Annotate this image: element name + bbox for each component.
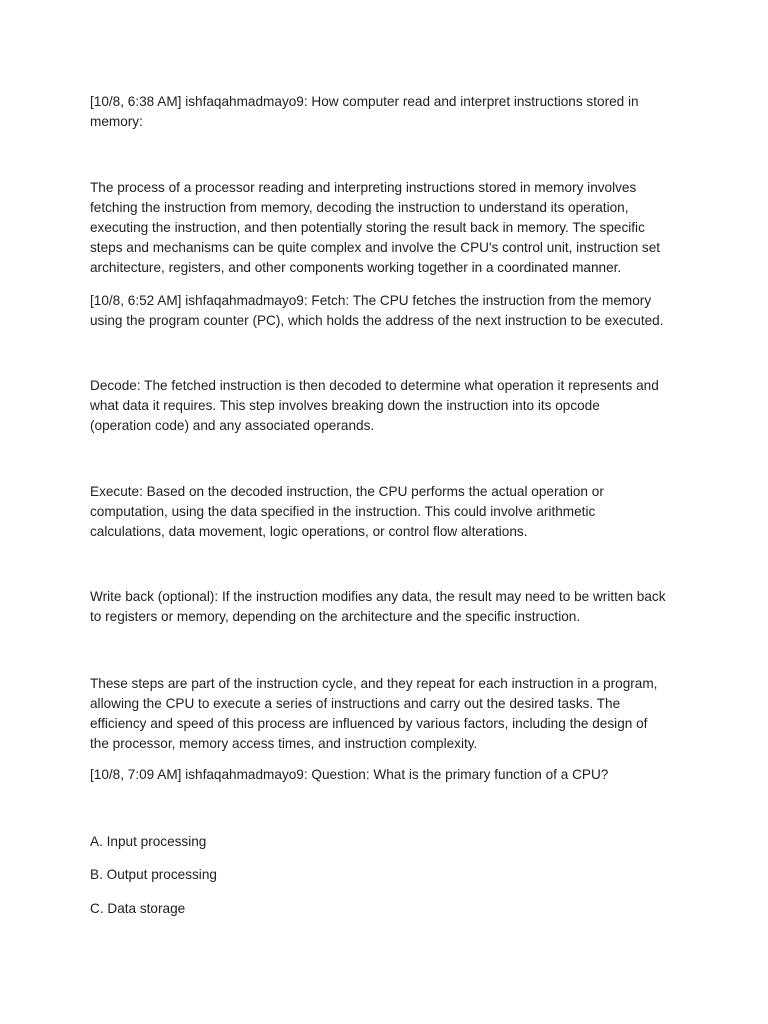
option-text: C. Data storage (90, 901, 186, 916)
message-paragraph (90, 291, 690, 331)
option-text: A. Input processing (90, 834, 207, 849)
text-line: [10/8, 7:09 AM] ishfaqahmadmayo9: Question: What is the primary function of a CPU? (90, 767, 609, 782)
text-line: These steps are part of the instruction cycle, and they repeat for each instruction in a program, (90, 676, 658, 691)
text-line: Decode: The fetched instruction is then decoded to determine what operation it represents and (90, 378, 659, 393)
text-line: architecture, registers, and other components working together in a coordinated manner. (90, 260, 622, 275)
text-line: efficiency and speed of this process are influenced by various factors, including the design of (90, 716, 648, 731)
text-line: [10/8, 6:52 AM] ishfaqahmadmayo9: Fetch: The CPU fetches the instruction from the memory (90, 293, 652, 308)
body-paragraph (90, 376, 690, 436)
text-line: using the program counter (PC), which holds the address of the next instruction to be executed. (90, 313, 664, 328)
text-line: calculations, data movement, logic operations, or control flow alterations. (90, 524, 528, 539)
text-line: to registers or memory, depending on the architecture and the specific instruction. (90, 609, 581, 624)
answer-option (90, 832, 690, 852)
message-paragraph (90, 92, 690, 132)
text-line: The process of a processor reading and interpreting instructions stored in memory involves (90, 180, 637, 195)
text-line: the processor, memory access times, and instruction complexity. (90, 736, 478, 751)
text-line: (operation code) and any associated operands. (90, 418, 375, 433)
text-line: what data it requires. This step involves breaking down the instruction into its opcode (90, 398, 600, 413)
answer-option (90, 865, 690, 885)
text-line: fetching the instruction from memory, decoding the instruction to understand its operation, (90, 200, 629, 215)
text-line: Execute: Based on the decoded instruction, the CPU performs the actual operation or (90, 484, 604, 499)
body-paragraph (90, 674, 690, 754)
text-line: [10/8, 6:38 AM] ishfaqahmadmayo9: How computer read and interpret instructions stored in (90, 94, 639, 109)
option-text: B. Output processing (90, 867, 217, 882)
body-paragraph (90, 482, 690, 542)
text-line: steps and mechanisms can be quite complex and involve the CPU's control unit, instruction set (90, 240, 661, 255)
body-paragraph (90, 587, 690, 627)
question-paragraph (90, 765, 690, 785)
text-line: memory: (90, 114, 143, 129)
text-line: Write back (optional): If the instruction modifies any data, the result may need to be written back (90, 589, 666, 604)
body-paragraph (90, 178, 690, 278)
text-line: executing the instruction, and then potentially storing the result back in memory. The specific (90, 220, 645, 235)
text-line: computation, using the data specified in the instruction. This could involve arithmetic (90, 504, 596, 519)
text-line: allowing the CPU to execute a series of instructions and carry out the desired tasks. The (90, 696, 621, 711)
answer-option (90, 899, 690, 919)
